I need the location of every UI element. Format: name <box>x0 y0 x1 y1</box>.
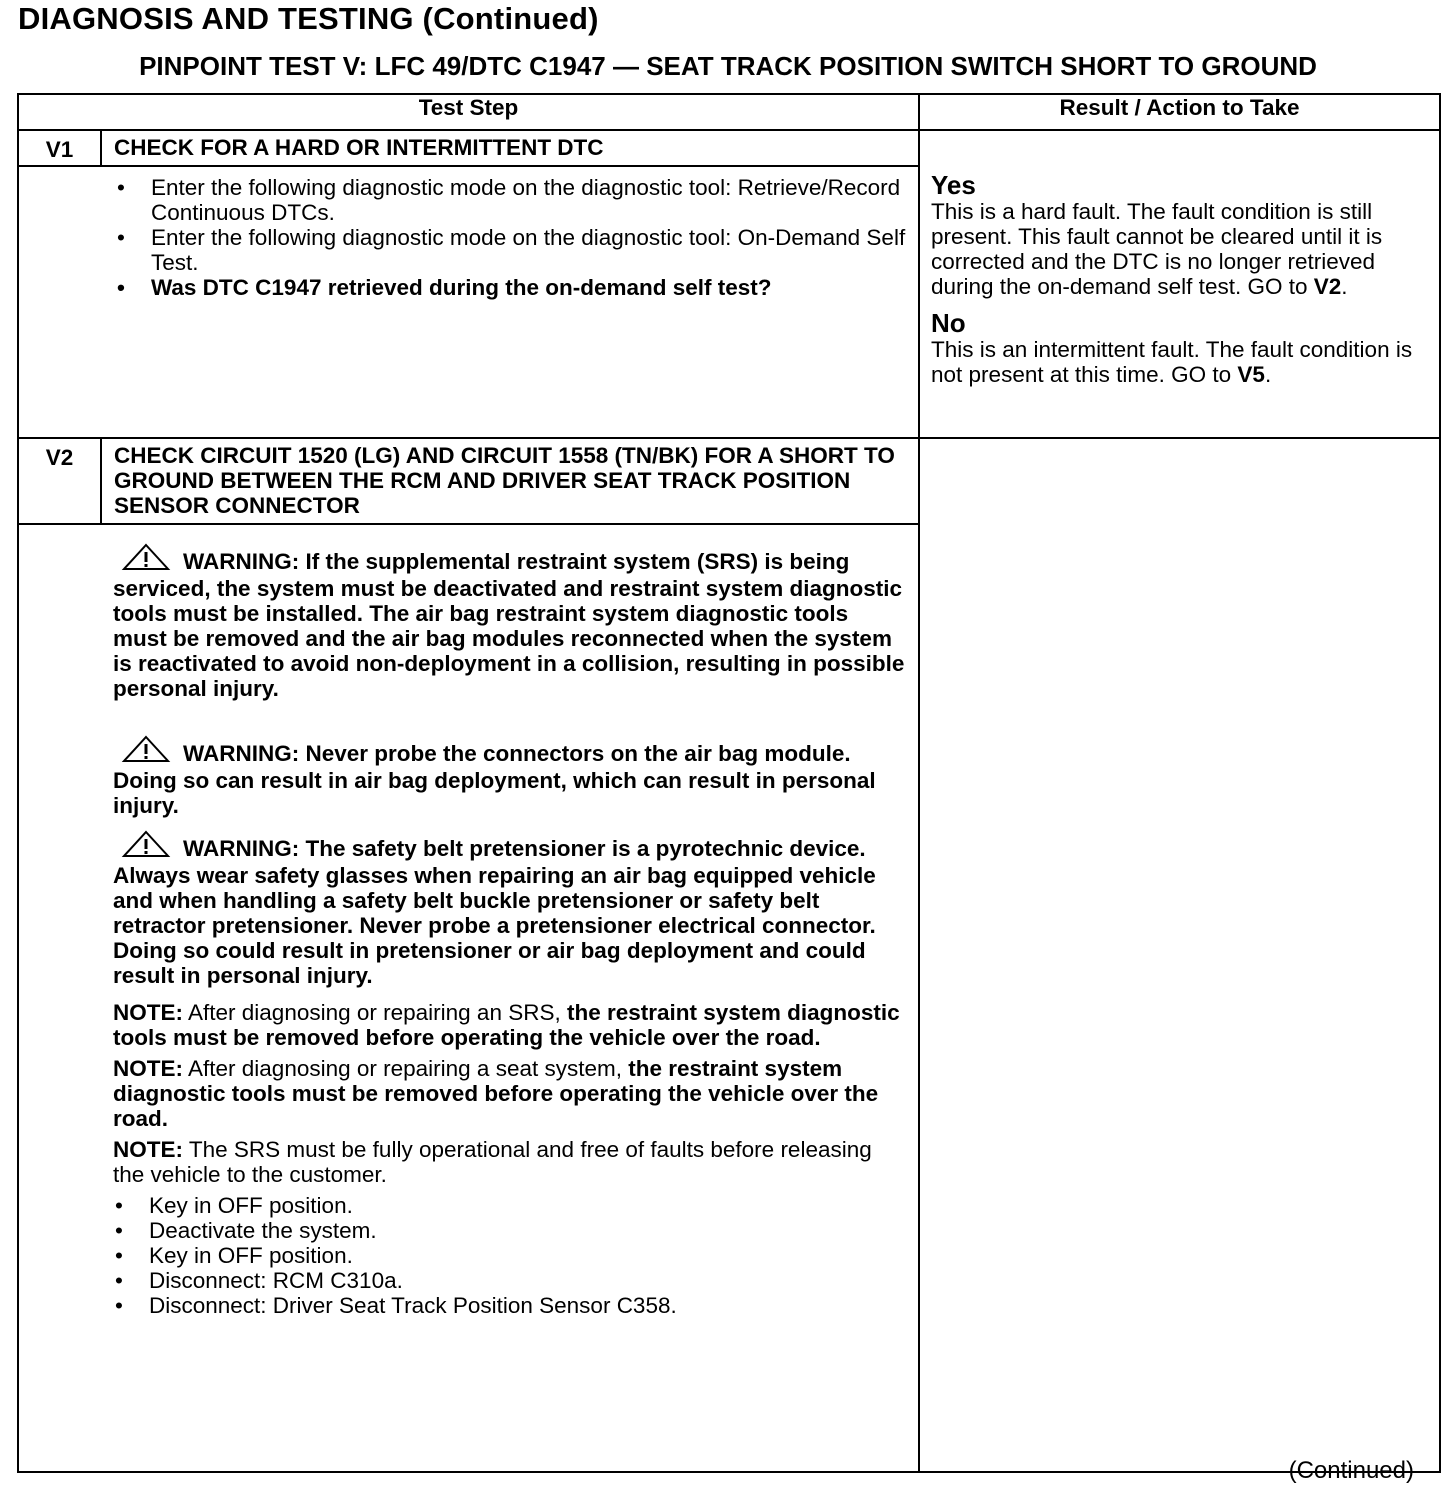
table-header-row <box>18 94 1440 130</box>
step-v1-question: • Was DTC C1947 retrieved during the on-demand self test? <box>115 275 908 300</box>
note-srs-repair: NOTE: After diagnosing or repairing an SRS, the restraint system diagnostic tools must be removed before operating the vehicle over the road. <box>113 1000 900 1050</box>
step-title-v2: CHECK CIRCUIT 1520 (LG) AND CIRCUIT 1558 (TN/BK) FOR A SHORT TO GROUND BETWEEN THE RCM AND DRIVER SEAT TRACK POSITION SENSOR CONNECTOR <box>101 438 919 524</box>
note-srs-operational: NOTE: The SRS must be fully operational and free of faults before releasing the vehicle to the customer. <box>113 1137 872 1187</box>
result-cell-v2 <box>919 438 1440 1472</box>
step-v2-body <box>18 524 919 1472</box>
page-title: DIAGNOSIS AND TESTING (Continued) <box>18 1 599 36</box>
step-id-v1: V1 <box>18 130 101 166</box>
step-id-v2: V2 <box>18 438 101 524</box>
continued-label: (Continued) <box>1288 1457 1414 1484</box>
result-yes-label: Yes <box>931 170 976 200</box>
list-item: • Deactivate the system. <box>113 1218 908 1243</box>
warning-triangle-icon <box>121 543 171 576</box>
pinpoint-test-title: PINPOINT TEST V: LFC 49/DTC C1947 — SEAT TRACK POSITION SWITCH SHORT TO GROUND <box>139 51 1317 81</box>
pinpoint-test-table <box>17 93 1441 1473</box>
list-item: • Enter the following diagnostic mode on the diagnostic tool: Retrieve/Record Continuous DTCs. <box>115 175 908 225</box>
warning-pretensioner: WARNING: The safety belt pretensioner is a pyrotechnic device. Always wear safety glasses when repairing an air bag equipped vehicle and when handling a safety belt buckle pretensioner or safety belt retractor pretensioner. Never probe a pretensioner electrical connector. Doing so could result in pretensioner or air bag deployment and could result in personal injury. <box>113 830 908 988</box>
list-item: • Enter the following diagnostic mode on the diagnostic tool: On-Demand Self Test. <box>115 225 908 275</box>
note-seat-repair: NOTE: After diagnosing or repairing a seat system, the restraint system diagnostic tools must be removed before operating the vehicle over the road. <box>113 1056 879 1131</box>
goto-v5-link[interactable]: V5 <box>1237 362 1265 387</box>
result-no-text: This is an intermittent fault. The fault condition is not present at this time. GO to V5. <box>931 337 1413 387</box>
list-item: • Key in OFF position. <box>113 1243 908 1268</box>
list-item: • Key in OFF position. <box>113 1193 908 1218</box>
warning-srs-service: WARNING: If the supplemental restraint system (SRS) is being serviced, the system must be deactivated and restraint system diagnostic tools must be installed. The air bag restraint system diagnostic tools must be removed and the air bag modules reconnected when the system is reactivated to avoid non-deployment in a collision, resulting in possible personal injury. <box>113 543 908 701</box>
warning-triangle-icon <box>121 830 171 863</box>
col-header-test-step: Test Step <box>18 94 919 130</box>
list-item: • Disconnect: Driver Seat Track Position Sensor C358. <box>113 1293 908 1318</box>
step-title-v1: CHECK FOR A HARD OR INTERMITTENT DTC <box>101 130 919 166</box>
warning-triangle-icon <box>121 735 171 768</box>
step-v1-list <box>115 175 908 300</box>
goto-v2-link[interactable]: V2 <box>1313 274 1342 299</box>
step-v2-header-row <box>18 438 1440 524</box>
list-item: • Disconnect: RCM C310a. <box>113 1268 908 1293</box>
step-v1-header-row <box>18 130 1440 166</box>
result-cell-v1 <box>919 130 1440 438</box>
result-yes-text: This is a hard fault. The fault condition is still present. This fault cannot be cleared until it is corrected and the DTC is no longer retrieved during the on-demand self test. GO to V2. <box>931 199 1383 299</box>
result-no-label: No <box>931 308 966 338</box>
step-v2-list <box>113 1193 908 1318</box>
col-header-result: Result / Action to Take <box>919 94 1440 130</box>
step-v1-body <box>18 166 919 438</box>
warning-airbag-connectors: WARNING: Never probe the connectors on the air bag module. Doing so can result in air bag deployment, which can result in personal injury. <box>113 735 908 818</box>
